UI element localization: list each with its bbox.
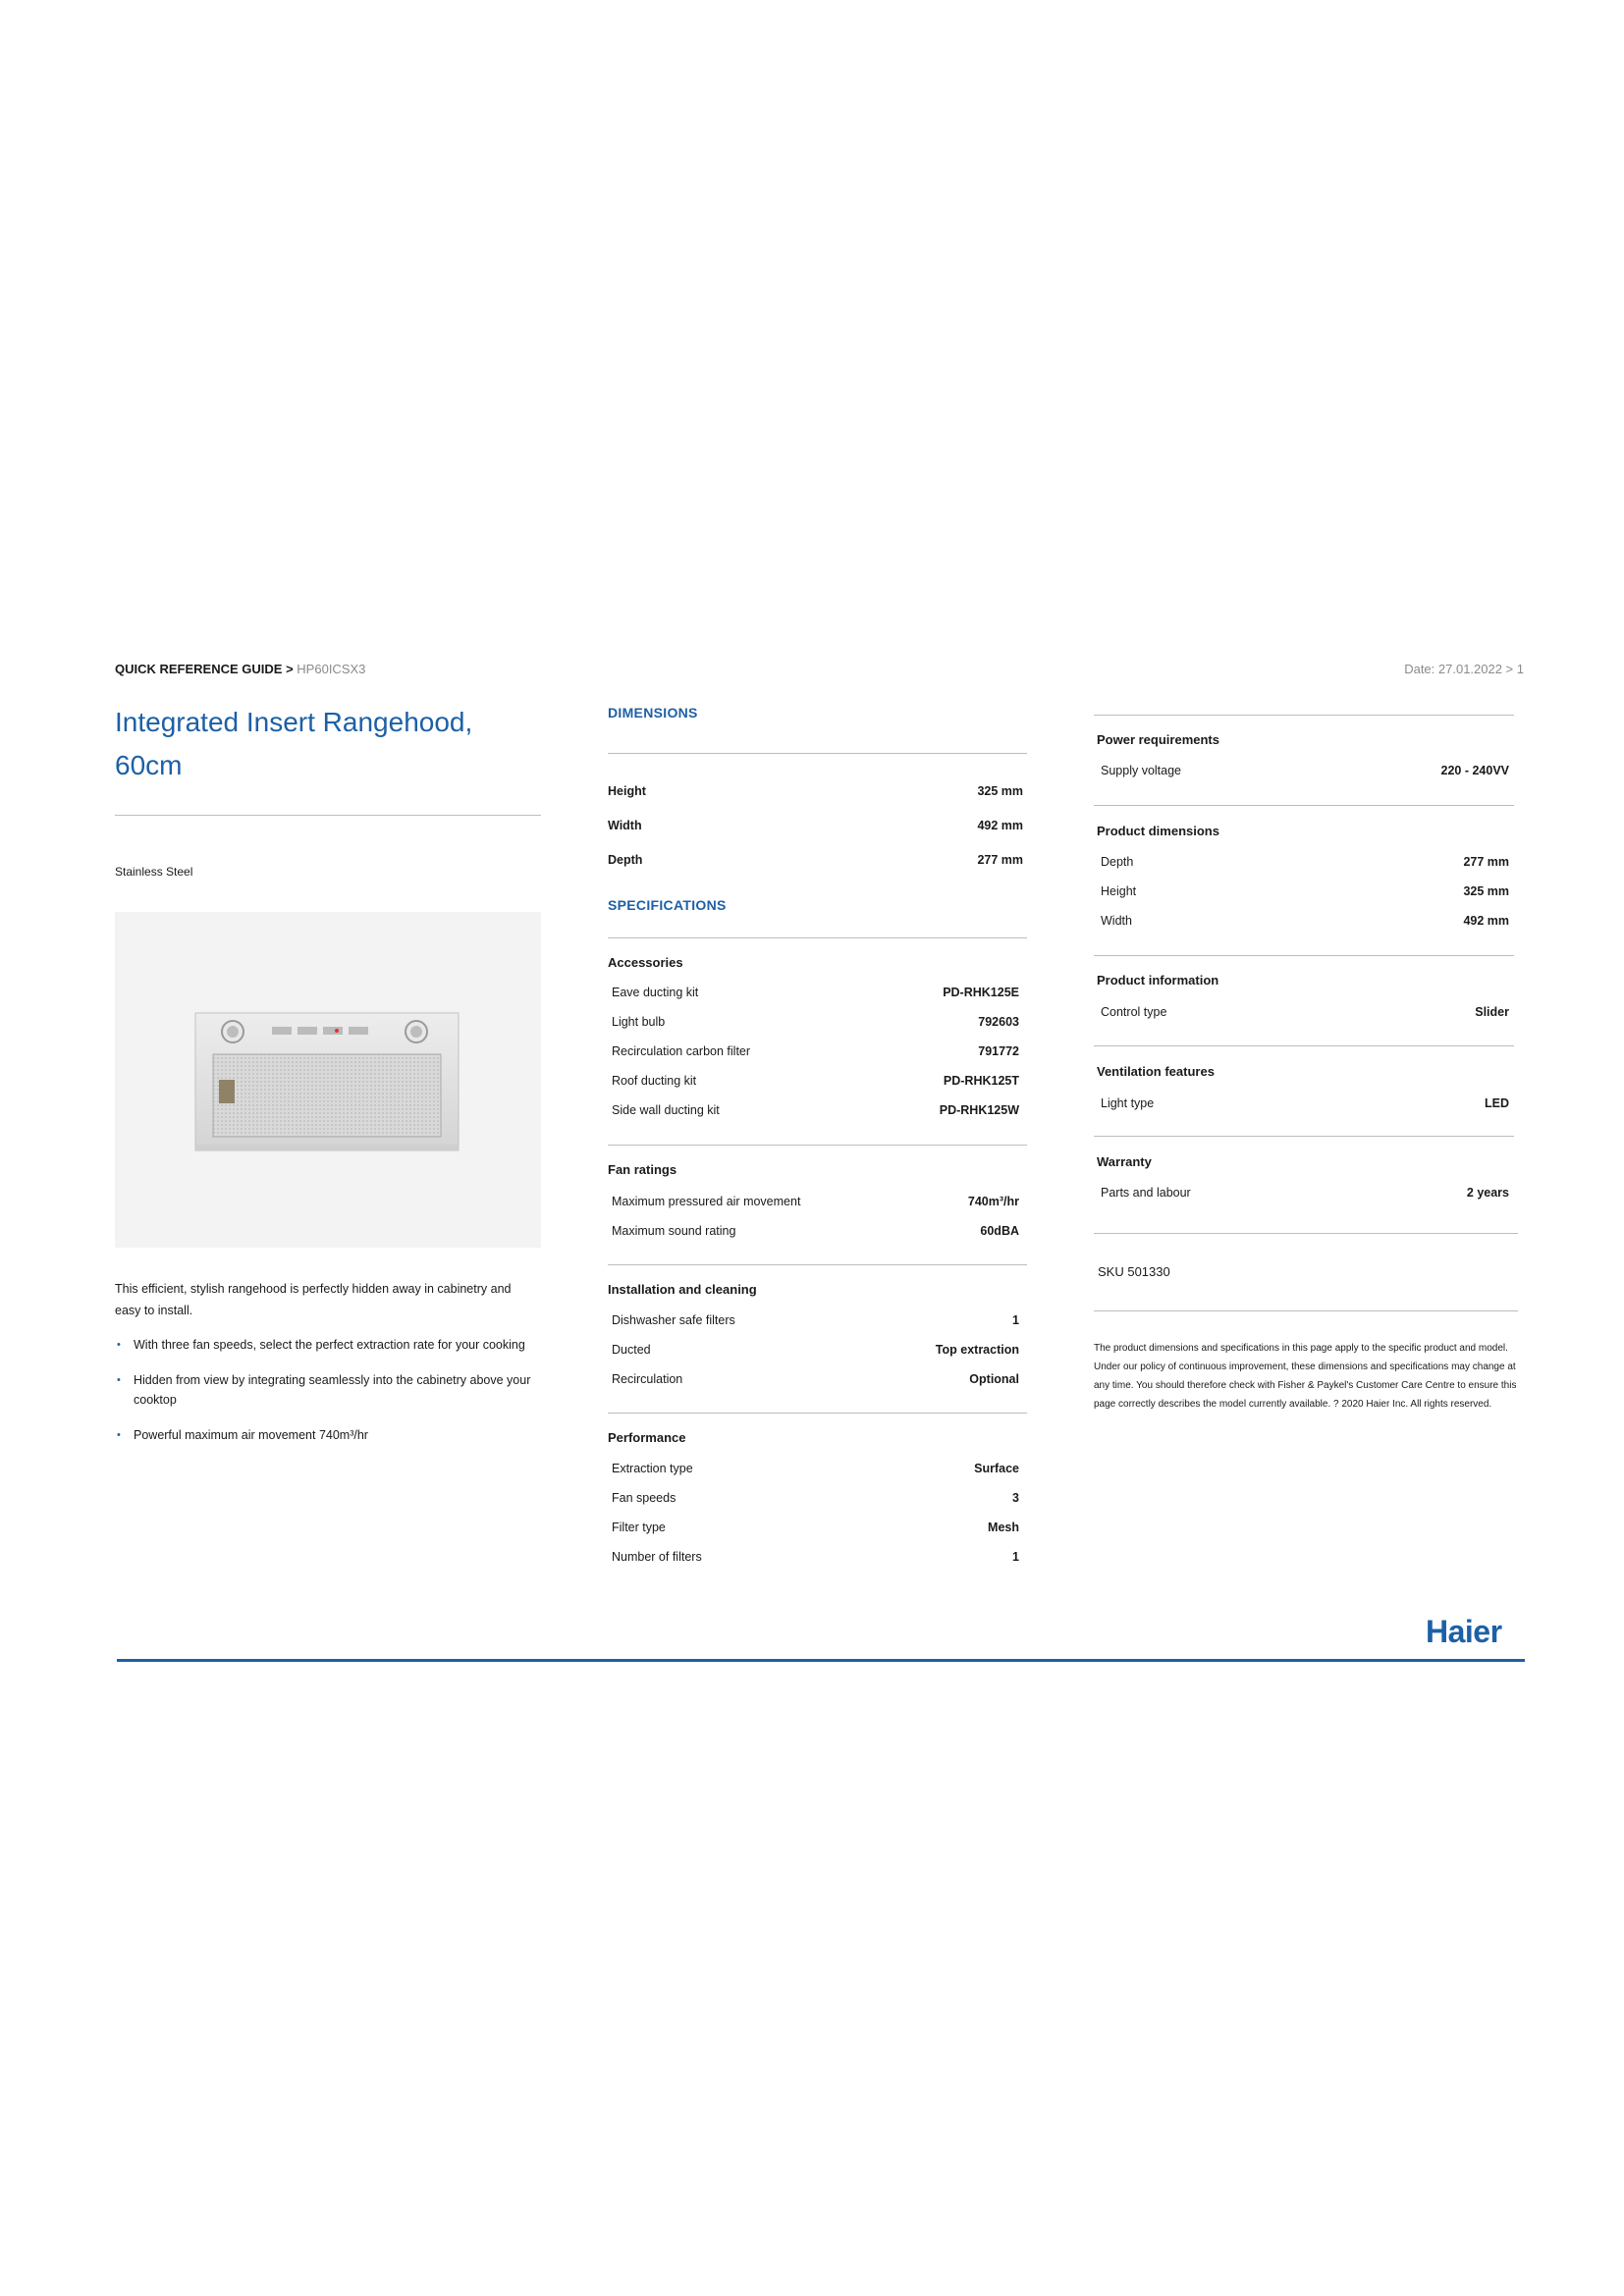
rangehood-illustration [115,912,541,1248]
list-item: • Powerful maximum air movement 740m³/hr [115,1425,537,1445]
footer-rule [117,1659,1525,1662]
divider [608,937,1027,938]
breadcrumb [115,662,365,676]
divider [608,1145,1027,1146]
group-heading-accessories: Accessories [608,955,683,970]
divider [1094,1136,1514,1137]
divider [1094,1045,1514,1046]
divider [115,815,541,816]
legal-notice: The product dimensions and specifications in this page apply to the specific product and model. Under our policy of continuous improvement, these dimensions and specifications may change at any time. You should therefore check with Fisher & Paykel's Customer Care Centre to ensure this page correctly describes the model currently available. ? 2020 Haier Inc. All rights reserved. [1094,1343,1517,1410]
product-description: This efficient, stylish rangehood is perfectly hidden away in cabinetry and easy to install. [115,1282,512,1317]
bullet-icon: • [117,1339,121,1351]
group-heading-warranty: Warranty [1097,1154,1152,1169]
divider [1094,1233,1518,1234]
group-heading-fan-ratings: Fan ratings [608,1162,677,1177]
divider [1094,715,1514,716]
title-line-2: 60cm [115,750,183,780]
divider [1094,955,1514,956]
divider [608,753,1027,754]
group-heading-product-dimensions: Product dimensions [1097,824,1219,838]
dimensions-heading: DIMENSIONS [608,705,698,721]
list-item: • Hidden from view by integrating seamlessly into the cabinetry above your cooktop [115,1370,537,1410]
divider [1094,805,1514,806]
group-heading-installation: Installation and cleaning [608,1282,757,1297]
guide-label: QUICK REFERENCE GUIDE > [115,662,294,676]
divider [608,1413,1027,1414]
bullet-icon: • [117,1374,121,1386]
date-page: Date: 27.01.2022 > 1 [1404,662,1524,676]
group-heading-performance: Performance [608,1430,686,1445]
model-number: HP60ICSX3 [297,662,366,676]
divider [1094,1310,1518,1311]
specifications-heading: SPECIFICATIONS [608,897,727,913]
divider [608,1264,1027,1265]
group-heading-power: Power requirements [1097,732,1219,747]
product-image [115,912,541,1248]
page-title [115,701,547,787]
title-line-1: Integrated Insert Rangehood, [115,707,473,737]
feature-list [115,1335,537,1461]
group-heading-product-information: Product information [1097,973,1219,988]
sku-label: SKU 501330 [1098,1264,1170,1279]
list-item: • With three fan speeds, select the perfect extraction rate for your cooking [115,1335,537,1355]
group-heading-ventilation: Ventilation features [1097,1064,1215,1079]
haier-logo: Haier [1426,1614,1502,1649]
finish-label: Stainless Steel [115,865,193,879]
bullet-icon: • [117,1429,121,1441]
